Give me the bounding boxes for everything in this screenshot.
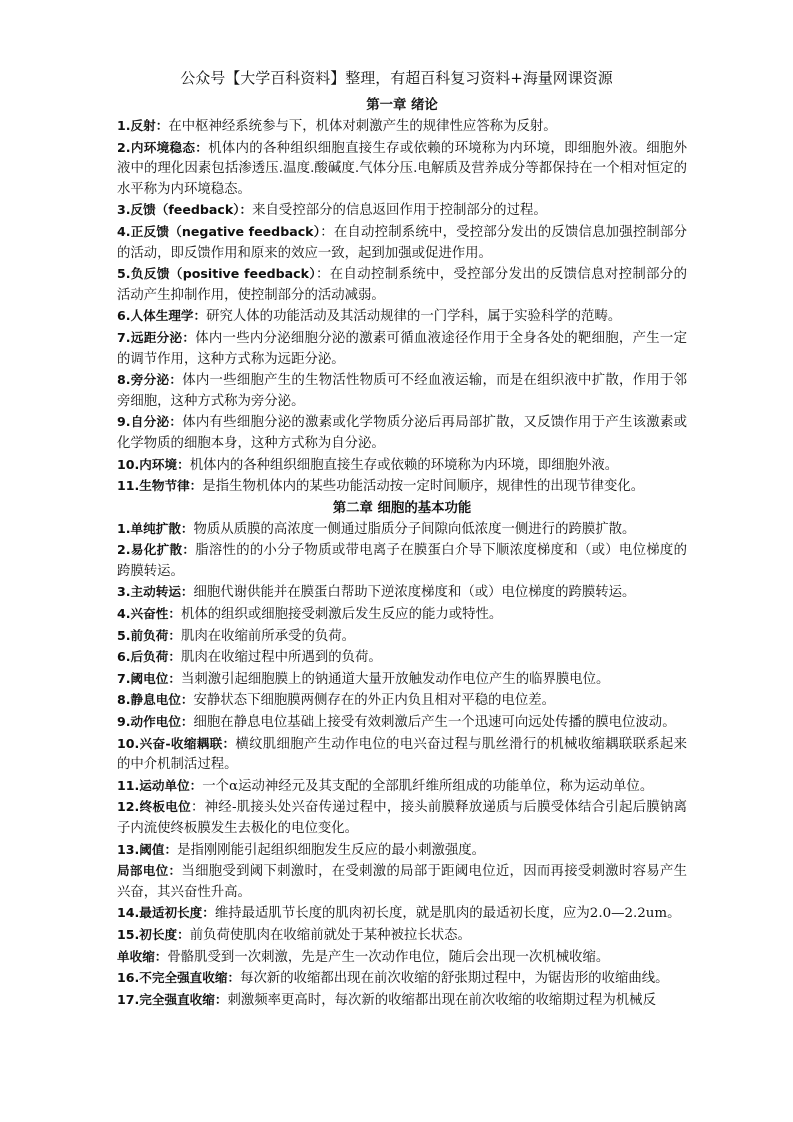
document-header: 公众号【大学百科资料】整理，有超百科复习资料+海量网课资源 <box>180 69 613 87</box>
definition-entry <box>117 200 687 222</box>
definition-text: 横纹肌细胞产生动作电位的电兴奋过程与肌丝滑行的机械收缩耦联联系起来的中介机制活过程。 <box>117 736 687 773</box>
definition-term: 11.运动单位： <box>117 777 203 793</box>
definition-text: 一个α运动神经元及其支配的全部肌纤维所组成的功能单位，称为运动单位。 <box>202 778 654 794</box>
definition-text: 维持最适肌节长度的肌肉初长度，就是肌肉的最适初长度，应为2.0—2.2um。 <box>214 906 681 922</box>
chapter-title: 第一章 绪论 <box>366 97 438 113</box>
definition-text: 细胞代谢供能并在膜蛋白帮助下逆浓度梯度和（或）电位梯度的跨膜转运。 <box>193 585 636 601</box>
definition-text: 是指生物机体内的某些功能活动按一定时间顺序，规律性的出现节律变化。 <box>202 479 645 495</box>
definition-term: 6.人体生理学： <box>117 308 207 324</box>
definition-entry <box>117 925 687 947</box>
definition-entry <box>117 797 687 839</box>
definition-text: 机体内的各种组织细胞直接生存或依赖的环境称为内环境，即细胞外液。细胞外液中的理化因素包括渗透压.温度.酸碱度.气体分压.电解质及营养成分等都保持在一个相对恒定的水平称为内环境稳态。 <box>117 140 687 197</box>
definition-term: 2.易化扩散： <box>117 542 196 558</box>
definition-term: 1.反射： <box>117 118 169 133</box>
definition-text: 骨骼肌受到一次刺激，先是产生一次动作电位，随后会出现一次机械收缩。 <box>167 949 610 965</box>
definition-entry <box>117 370 687 412</box>
definition-term: 11.生物节律： <box>117 478 203 494</box>
definition-entry <box>117 903 687 925</box>
definition-term: 7.远距分泌： <box>117 329 196 345</box>
definition-entry <box>117 968 687 990</box>
definition-text: 研究人体的功能活动及其活动规律的一门学科，属于实验科学的范畴。 <box>206 309 622 325</box>
definition-text: 来自受控部分的信息返回作用于控制部分的过程。 <box>252 203 547 219</box>
definition-text: 刺激频率更高时，每次新的收缩都出现在前次收缩的收缩期过程为机械反 <box>227 992 656 1008</box>
definition-term: 12.终板电位 <box>117 799 191 815</box>
definition-text: ：在自动控制系统中，受控部分发出的反馈信息对控制部分的活动产生抑制作用，使控制部分的活动减弱。 <box>117 267 687 303</box>
definition-entry <box>117 647 687 669</box>
definition-text: 机体内的各种组织细胞直接生存或依赖的环境称为内环境，即细胞外液。 <box>189 457 619 473</box>
definition-entry <box>117 138 687 201</box>
definition-term: 2.内环境稳态： <box>117 139 209 155</box>
definition-term: 15.初长度： <box>117 926 190 942</box>
definition-text: 肌肉在收缩过程中所遇到的负荷。 <box>180 650 382 666</box>
definition-term: 8.旁分泌： <box>117 372 183 388</box>
definition-entry <box>117 947 687 969</box>
definition-entry <box>117 540 687 582</box>
definition-entry <box>117 626 687 648</box>
definition-entry <box>117 264 687 306</box>
definition-term: 1.单纯扩散： <box>117 520 194 536</box>
definition-term: 7.阈电位： <box>117 670 181 686</box>
definition-entry <box>117 306 687 328</box>
definition-entry <box>117 476 687 498</box>
definition-text: 安静状态下细胞膜两侧存在的外正内负且相对平稳的电位差。 <box>193 693 556 709</box>
definition-text: ：在自动控制系统中，受控部分发出的反馈信息加强控制部分的活动，即反馈作用和原来的效应一致，起到加强或促进作用。 <box>117 224 688 261</box>
definition-entry <box>117 455 687 477</box>
definition-term: 10.内环境： <box>117 456 190 472</box>
definition-entry <box>117 840 687 862</box>
definition-entry <box>117 582 687 604</box>
definition-entry <box>117 604 687 626</box>
definition-entry <box>117 669 687 691</box>
definition-text: 体内有些细胞分泌的激素或化学物质分泌后再局部扩散，又反馈作用于产生该激素或化学物质的细胞本身，这种方式称为自分泌。 <box>117 415 687 451</box>
definition-text: 当细胞受到阈下刺激时，在受刺激的局部于距阈电位近，因而再接受刺激时容易产生兴奋，其兴奋性升高。 <box>117 864 688 900</box>
definition-entry <box>117 412 687 454</box>
definition-term: 3.主动转运： <box>117 584 194 600</box>
chapter-title: 第二章 细胞的基本功能 <box>332 499 472 516</box>
definition-entry <box>117 712 687 734</box>
definition-text: 细胞在静息电位基础上接受有效刺激后产生一个迅速可向远处传播的膜电位波动。 <box>193 715 676 731</box>
definition-term: 10.兴奋-收缩耦联： <box>117 735 236 751</box>
definition-term: 16.不完全强直收缩： <box>117 970 241 986</box>
definition-term: 4.正反馈（negative feedback） <box>117 223 321 239</box>
definition-entry <box>117 328 687 370</box>
definition-text: 体内一些细胞产生的生物活性物质可不经血液运输，而是在组织液中扩散，作用于邻旁细胞，这种方式称为旁分泌。 <box>117 373 687 409</box>
definition-term: 单收缩： <box>117 948 168 964</box>
definition-text: 物质从质膜的高浓度一侧通过脂质分子间隙向低浓度一侧进行的跨膜扩散。 <box>193 521 636 537</box>
definition-text: 在中枢神经系统参与下，机体对刺激产生的规律性应答称为反射。 <box>168 119 557 134</box>
definition-text: 机体的组织或细胞接受刺激后发生反应的能力或特性。 <box>180 607 503 623</box>
definition-term: 8.静息电位： <box>117 692 194 708</box>
definition-entry <box>117 990 687 1012</box>
definition-term: 6.后负荷： <box>117 649 181 665</box>
definition-text: ：神经-肌接头处兴奋传递过程中，接头前膜释放递质与后膜受体结合引起后膜钠离子内流使终板膜发生去极化的电位变化。 <box>117 800 687 836</box>
definition-term: 3.反馈（feedback）： <box>117 202 253 218</box>
definition-text: 每次新的收缩都出现在前次收缩的舒张期过程中，为锯齿形的收缩曲线。 <box>240 971 669 987</box>
definition-entry <box>117 519 687 541</box>
definition-term: 5.前负荷： <box>117 627 181 643</box>
definition-entry <box>117 222 687 264</box>
definition-text: 当刺激引起细胞膜上的钠通道大量开放触发动作电位产生的临界膜电位。 <box>180 671 610 687</box>
definition-term: 4.兴奋性： <box>117 606 181 622</box>
definition-text: 肌肉在收缩前所承受的负荷。 <box>180 628 356 644</box>
definition-text: 是指刚刚能引起组织细胞发生反应的最小刺激强度。 <box>177 842 486 858</box>
definition-term: 17.完全强直收缩： <box>117 991 228 1007</box>
definition-term: 9.动作电位： <box>117 714 194 730</box>
definition-text: 脂溶性的的小分子物质或带电离子在膜蛋白介导下顺浓度梯度和（或）电位梯度的跨膜转运。 <box>117 543 687 579</box>
definition-term: 14.最适初长度： <box>117 905 215 921</box>
definition-term: 9.自分泌： <box>117 414 183 430</box>
definition-entry <box>117 690 687 712</box>
definition-term: 13.阈值： <box>117 841 178 857</box>
definition-text: 体内一些内分泌细胞分泌的激素可循血液途径作用于全身各处的靶细胞，产生一定的调节作用，这种方式称为远距分泌。 <box>117 330 687 367</box>
definition-entry <box>117 861 687 903</box>
document-body <box>117 95 687 1011</box>
definition-text: 前负荷使肌肉在收缩前就处于某种被拉长状态。 <box>189 927 471 943</box>
definition-entry <box>117 776 687 798</box>
definition-entry <box>117 116 687 138</box>
definition-term: 5.负反馈（positive feedback） <box>117 266 317 282</box>
definition-term: 局部电位： <box>117 863 182 879</box>
definition-entry <box>117 734 687 776</box>
